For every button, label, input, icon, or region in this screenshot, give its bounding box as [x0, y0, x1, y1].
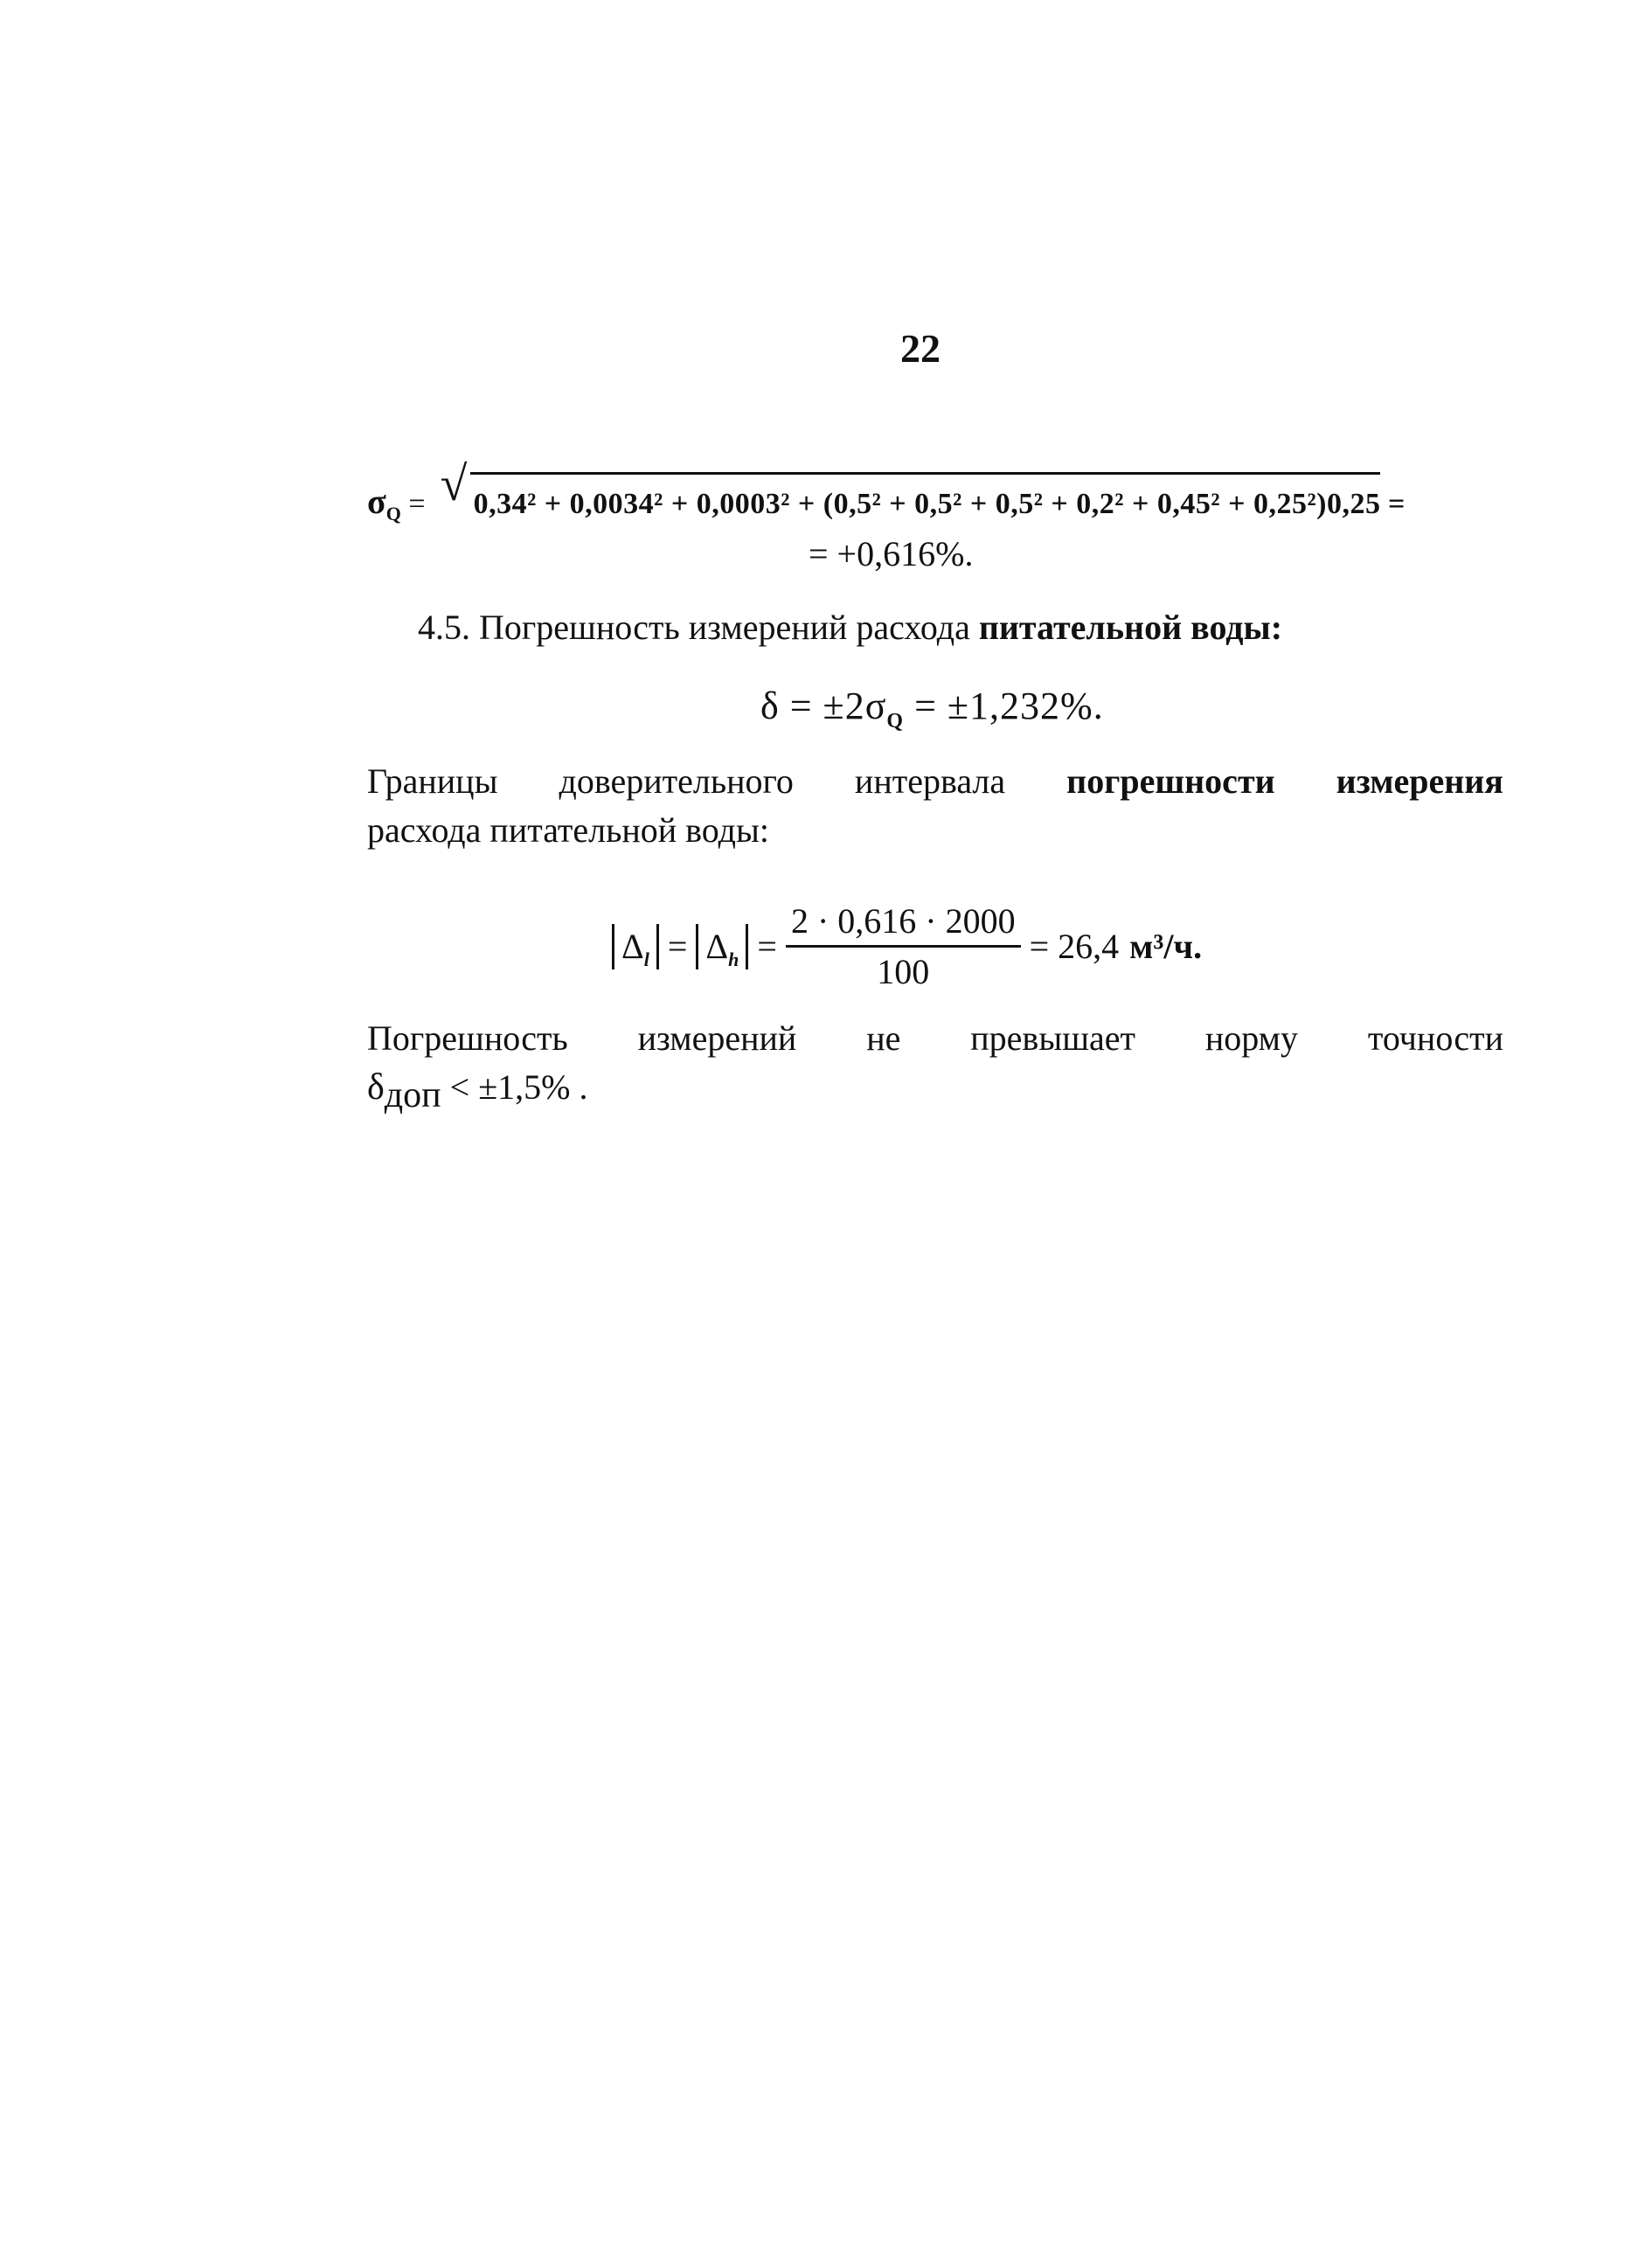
- conclusion-line-1: [367, 1014, 1503, 1063]
- fraction: [786, 900, 1021, 992]
- sigma-result: = +0,616%.: [809, 534, 974, 573]
- sigma-subscript: Q: [385, 502, 401, 525]
- delta-dop-subscript: доп: [384, 1075, 441, 1115]
- bounds-word: интервала: [854, 761, 1006, 801]
- sigma-formula: [367, 457, 1406, 540]
- abs-unit: м³/ч.: [1129, 927, 1203, 966]
- conclusion-word: измерений: [637, 1018, 797, 1058]
- conclusion-word: превышает: [970, 1018, 1135, 1058]
- bounds-word: измерения: [1336, 761, 1503, 801]
- section-heading: [418, 603, 1282, 652]
- conclusion-word: точности: [1367, 1018, 1503, 1058]
- delta-dop-symbol: δ: [367, 1067, 385, 1108]
- conclusion-word: норму: [1204, 1018, 1298, 1058]
- delta-formula: [760, 684, 1104, 733]
- delta-l-subscript: l: [643, 948, 649, 970]
- delta-rhs: = ±1,232%.: [914, 684, 1104, 727]
- abs-delta-l: [612, 924, 659, 969]
- page-number: 22: [900, 326, 941, 371]
- fraction-numerator: 2 · 0,616 · 2000: [786, 900, 1021, 948]
- delta-h-subscript: h: [728, 948, 739, 970]
- bounds-word: погрешности: [1066, 761, 1275, 801]
- bounds-paragraph: [367, 757, 1503, 855]
- conclusion-word: Погрешность: [367, 1018, 568, 1058]
- root-sign-icon: √: [440, 457, 468, 511]
- fraction-denominator: 100: [877, 952, 930, 991]
- section-number: 4.5.: [418, 608, 470, 647]
- section-title-part-3: питательной воды:: [978, 608, 1283, 647]
- abs-delta-h: [696, 924, 748, 969]
- section-title-part-1: Погрешность: [479, 608, 680, 647]
- conclusion-paragraph: [367, 1014, 1503, 1120]
- conclusion-word: не: [866, 1018, 901, 1058]
- abs-result: = 26,4: [1029, 927, 1120, 966]
- section-title-part-2: измерений расхода: [688, 608, 970, 647]
- radicand: 0,34² + 0,0034² + 0,0003² + (0,5² + 0,5² + 0,5² + 0,2² + 0,45² + 0,25²)0,25: [470, 472, 1381, 531]
- abs-equals-1: =: [667, 927, 688, 966]
- bounds-line-2: расхода питательной воды:: [367, 810, 769, 850]
- bounds-line-1: [367, 757, 1503, 806]
- abs-equals-2: =: [757, 927, 777, 966]
- delta-dop-limit: < ±1,5% .: [449, 1067, 588, 1107]
- sigma-equals-end: =: [1387, 488, 1406, 520]
- delta-l-symbol: Δ: [621, 926, 644, 966]
- sigma-symbol: σ: [367, 482, 386, 521]
- abs-error-formula: [612, 900, 1202, 992]
- delta-h-symbol: Δ: [705, 926, 729, 966]
- bounds-word: Границы: [367, 761, 498, 801]
- delta-lhs: δ = ±2σ: [760, 684, 887, 727]
- conclusion-line-2: [367, 1063, 1503, 1120]
- square-root: [440, 457, 1381, 531]
- sigma-equals: =: [408, 488, 426, 520]
- bounds-word: доверительного: [559, 761, 794, 801]
- delta-subscript: Q: [886, 709, 905, 733]
